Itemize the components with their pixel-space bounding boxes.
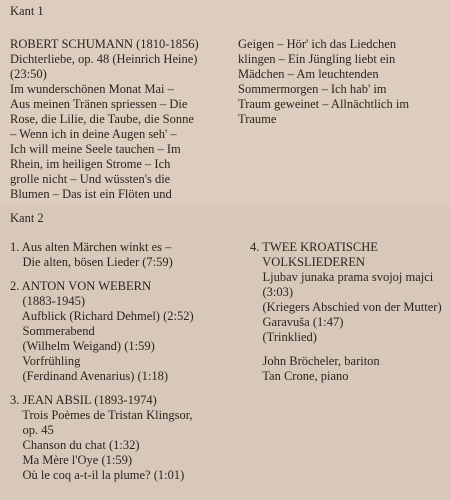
side1-label: Kant 1 xyxy=(10,4,44,18)
text-line: (23:50) xyxy=(10,67,47,81)
block-spacer xyxy=(10,270,245,279)
track-line: Die alten, bösen Lieder (7:59) xyxy=(10,255,173,269)
text-line: Mädchen – Am leuchtenden xyxy=(238,67,379,81)
track-line: (1883-1945) xyxy=(10,294,85,308)
track-line: VOLKSLIEDEREN xyxy=(250,255,366,269)
side1-left-column xyxy=(10,37,238,202)
side1-right-column xyxy=(238,37,448,127)
track-line: 3. JEAN ABSIL (1893-1974) xyxy=(10,393,157,407)
track-line: Sommerabend xyxy=(10,324,95,338)
side2-right-column xyxy=(250,240,448,384)
track-line: John Bröcheler, bariton xyxy=(250,354,380,368)
track-line: Trois Poèmes de Tristan Klingsor, xyxy=(10,408,193,422)
track-line: Aufblick (Richard Dehmel) (2:52) xyxy=(10,309,194,323)
text-line: Aus meinen Tränen spriessen – Die xyxy=(10,97,188,111)
track-line: (Wilhelm Weigand) (1:59) xyxy=(10,339,155,353)
track-line: (3:03) xyxy=(250,285,294,299)
text-line: klingen – Ein Jüngling liebt ein xyxy=(238,52,396,66)
text-line: Rose, die Lilie, die Taube, die Sonne xyxy=(10,112,194,126)
block-spacer xyxy=(10,384,245,393)
text-line: Dichterliebe, op. 48 (Heinrich Heine) xyxy=(10,52,198,66)
track-line: op. 45 xyxy=(10,423,54,437)
track-line: 2. ANTON VON WEBERN xyxy=(10,279,151,293)
text-line: Geigen – Hör' ich das Liedchen xyxy=(238,37,397,51)
block-spacer xyxy=(250,345,448,354)
track-line: Ljubav junaka prama svojoj majci xyxy=(250,270,434,284)
side2-left-column xyxy=(10,240,245,483)
track-line: Tan Crone, piano xyxy=(250,369,349,383)
track-line: 1. Aus alten Märchen winkt es – xyxy=(10,240,172,254)
text-line: Traum geweinet – Allnächtlich im xyxy=(238,97,410,111)
track-line: Où le coq a-t-il la plume? (1:01) xyxy=(10,468,185,482)
text-line: Im wunderschönen Monat Mai – xyxy=(10,82,174,96)
side2-label: Kant 2 xyxy=(10,211,44,225)
track-line: 4. TWEE KROATISCHE xyxy=(250,240,378,254)
text-line: ROBERT SCHUMANN (1810-1856) xyxy=(10,37,199,51)
track-line: (Trinklied) xyxy=(250,330,317,344)
track-line: Chanson du chat (1:32) xyxy=(10,438,140,452)
text-line: Ich will meine Seele tauchen – Im xyxy=(10,142,181,156)
text-line: grolle nicht – Und wüssten's die xyxy=(10,172,171,186)
text-line: Sommermorgen – Ich hab' im xyxy=(238,82,387,96)
track-line: (Kriegers Abschied von der Mutter) xyxy=(250,300,442,314)
text-line: Traume xyxy=(238,112,277,126)
track-line: (Ferdinand Avenarius) (1:18) xyxy=(10,369,169,383)
text-line: Rhein, im heiligen Strome – Ich xyxy=(10,157,171,171)
track-line: Vorfrühling xyxy=(10,354,81,368)
track-line: Ma Mère l'Oye (1:59) xyxy=(10,453,133,467)
text-line: – Wenn ich in deine Augen seh' – xyxy=(10,127,177,141)
text-line: Blumen – Das ist ein Flöten und xyxy=(10,187,172,201)
track-line: Garavuša (1:47) xyxy=(250,315,344,329)
